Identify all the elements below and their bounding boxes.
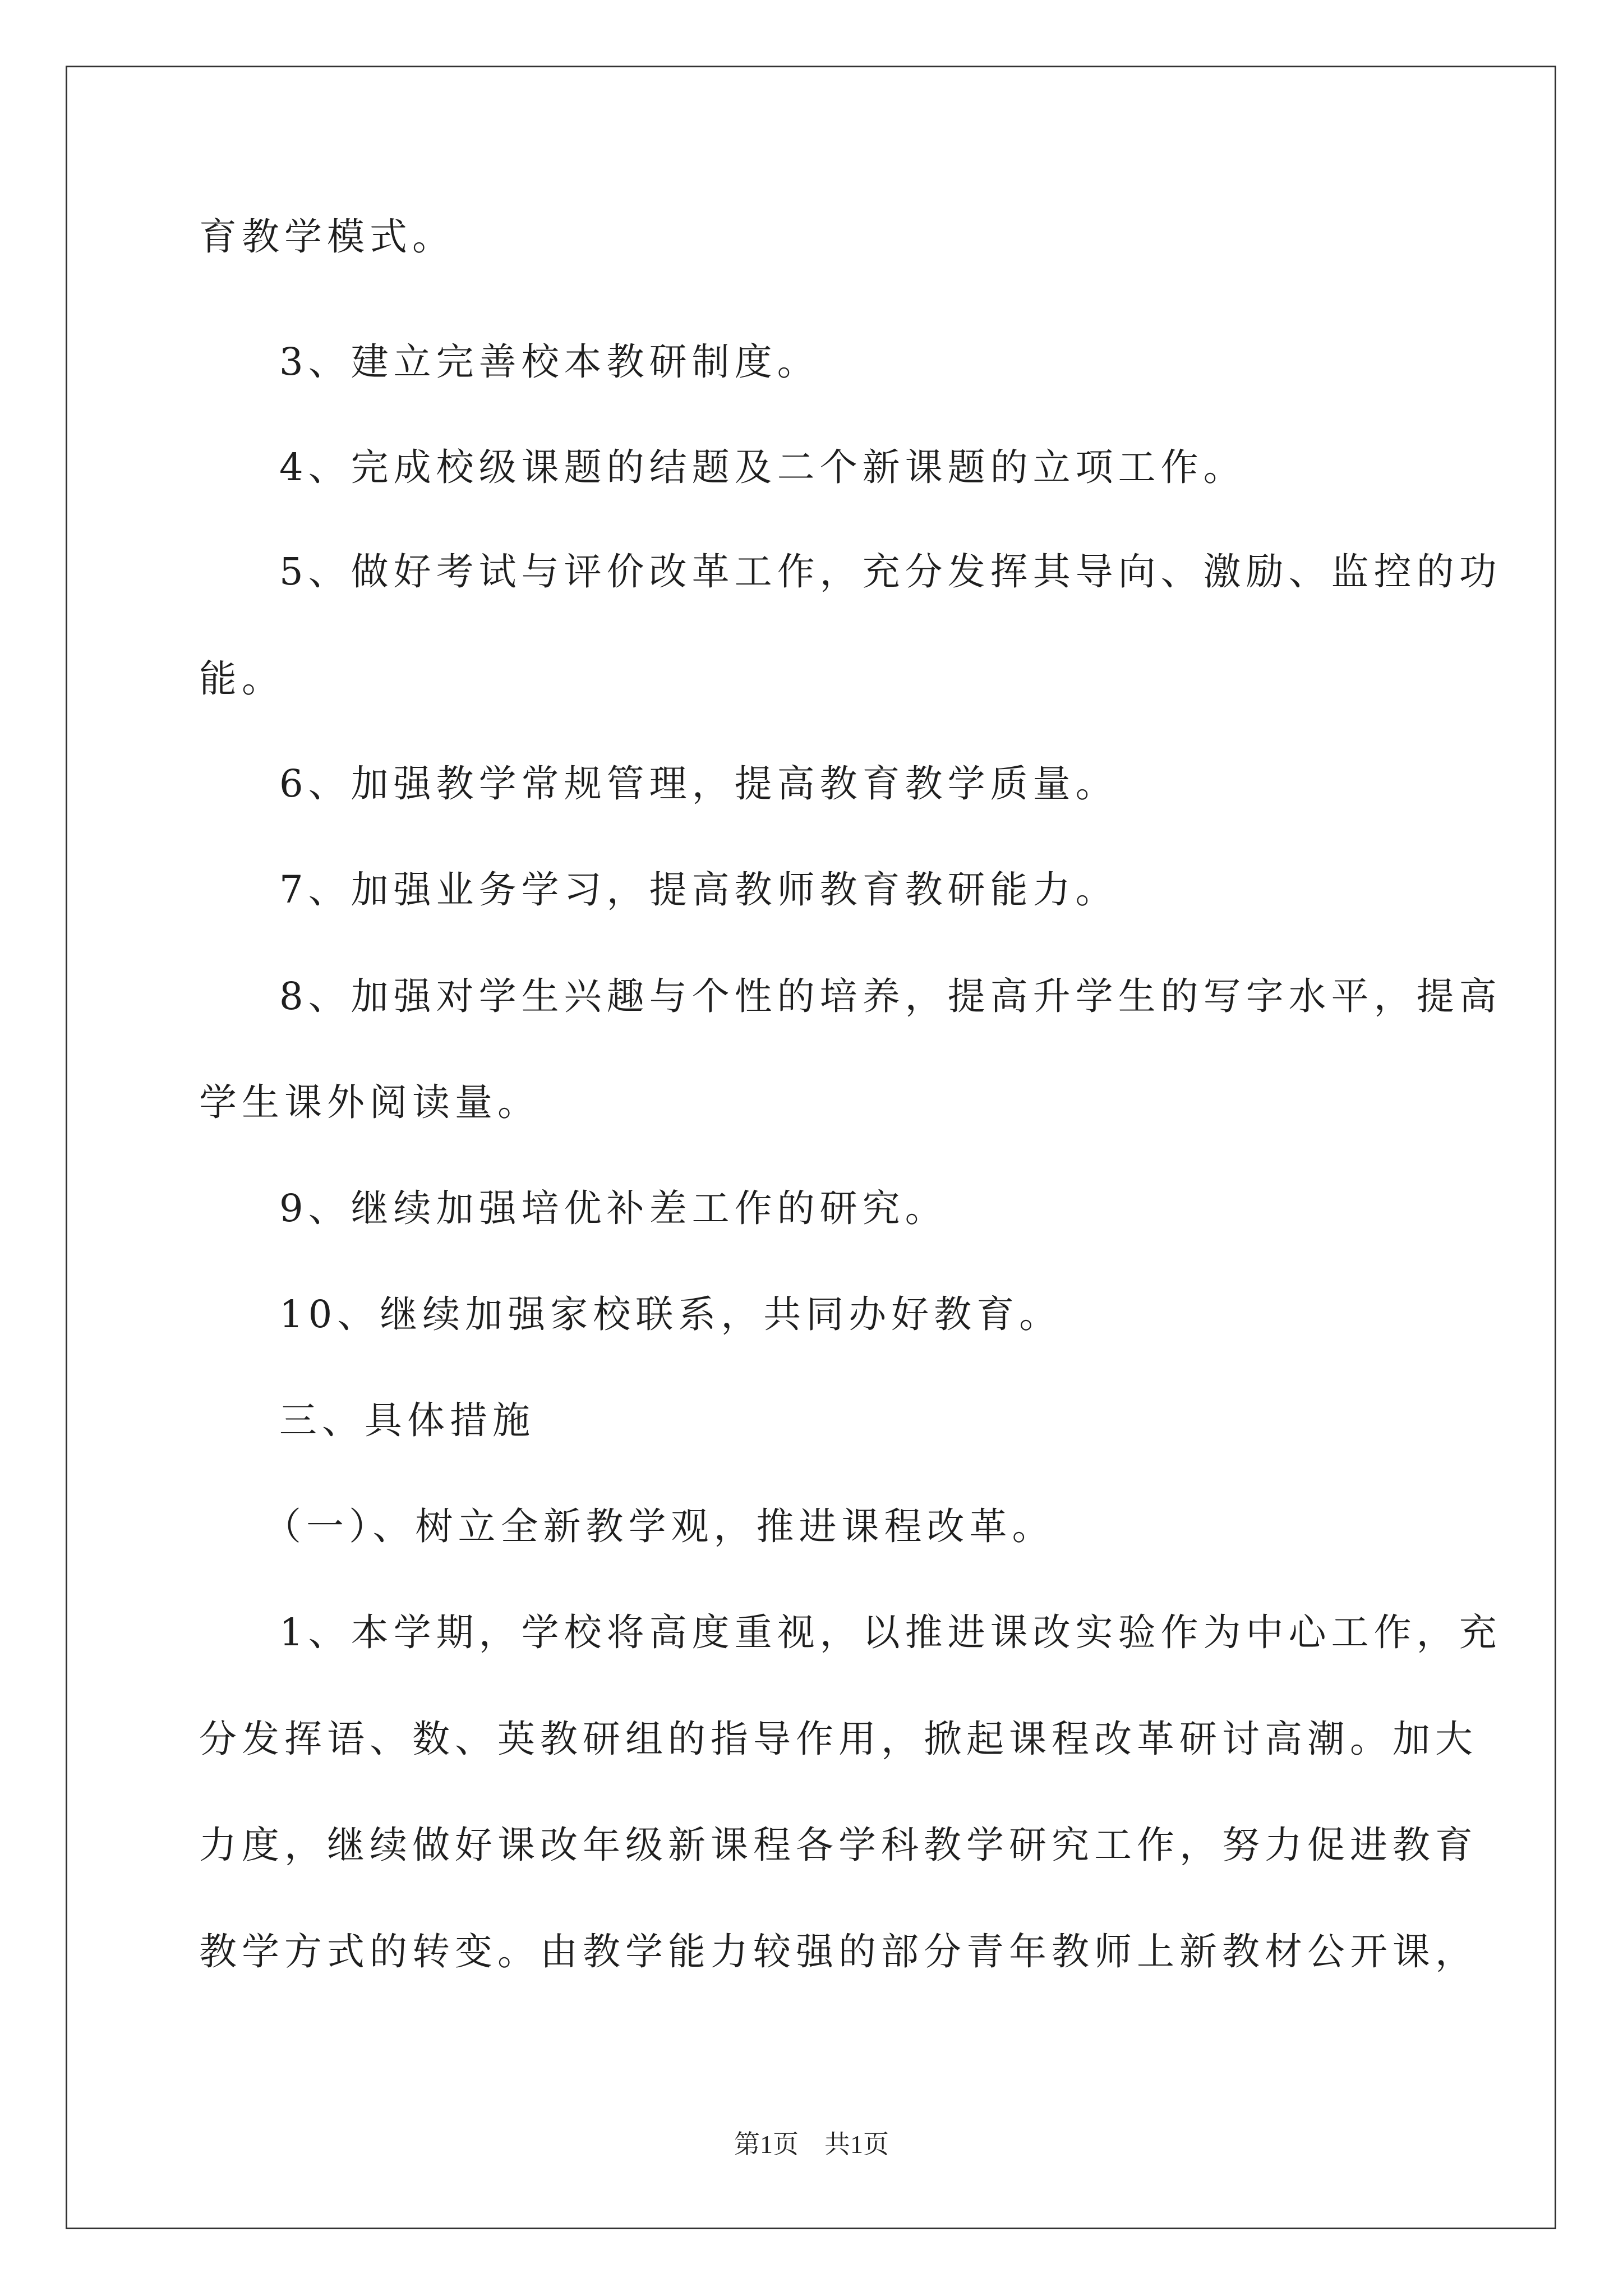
text-line-15: 分发挥语、数、英教研组的指导作用，掀起课程改革研讨高潮。加大 [199, 1717, 1478, 1761]
page-border [66, 66, 1556, 2229]
text-line-17: 教学方式的转变。由教学能力较强的部分青年教师上新教材公开课， [199, 1930, 1478, 1973]
text-line-3: 4、完成校级课题的结题及二个新课题的立项工作。 [279, 445, 1246, 489]
text-line-2: 3、建立完善校本教研制度。 [279, 340, 820, 384]
text-line-11: 10、继续加强家校联系，共同办好教育。 [279, 1292, 1062, 1336]
text-line-7: 7、加强业务学习，提高教师教育教研能力。 [279, 868, 1118, 912]
section-heading: 三、具体措施 [279, 1398, 535, 1442]
page-number-total: 共1页 [824, 2130, 889, 2159]
text-line-10: 9、继续加强培优补差工作的研究。 [279, 1186, 948, 1230]
text-line-5: 能。 [199, 657, 284, 701]
text-line-6: 6、加强教学常规管理，提高教育教学质量。 [279, 762, 1118, 806]
text-line-9: 学生课外阅读量。 [199, 1080, 540, 1124]
text-line-14: 1、本学期，学校将高度重视，以推进课改实验作为中心工作，充 [279, 1611, 1502, 1654]
text-line-1: 育教学模式。 [199, 215, 455, 259]
text-line-16: 力度，继续做好课改年级新课程各学科教学研究工作，努力促进教育 [199, 1823, 1478, 1867]
page-footer [0, 2132, 1623, 2157]
text-line-8: 8、加强对学生兴趣与个性的培养，提高升学生的写字水平，提高 [279, 974, 1502, 1018]
subsection-heading: （一）、树立全新教学观，推进课程改革。 [264, 1504, 1055, 1548]
page-number-current: 第1页 [734, 2130, 799, 2159]
text-line-4: 5、做好考试与评价改革工作，充分发挥其导向、激励、监控的功 [279, 550, 1502, 593]
